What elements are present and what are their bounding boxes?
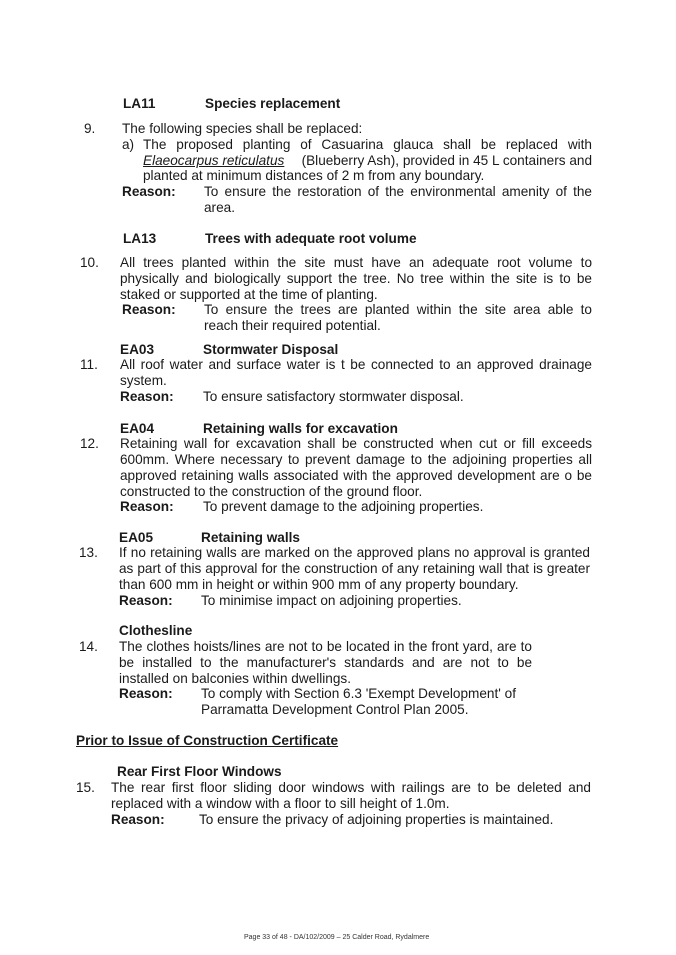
condition-body-line: Retaining wall for excavation shall be constructed when cut or fill exceeds [120,436,592,451]
condition-body-line: as part of this approval for the construction of any retaining wall that is greater [119,561,590,576]
reason-label: Reason: [111,812,165,827]
condition-body-line: than 600 mm in height or within 900 mm of any property boundary. [119,577,519,592]
sub-item-prefix: a) [122,137,135,152]
condition-body-line: All roof water and surface water is t be connected to an approved drainage [120,357,592,372]
condition-number: 11. [80,357,98,372]
reason-label: Reason: [119,593,173,608]
reason-label: Reason: [119,686,173,701]
condition-title: Retaining walls [201,530,300,545]
reason-line: To ensure satisfactory stormwater disposal. [203,389,464,404]
reason-line: area. [204,200,235,215]
reason-line: reach their required potential. [204,318,381,333]
section-heading: Prior to Issue of Construction Certificate [76,733,339,748]
condition-number: 10. [80,255,99,270]
condition-code: EA05 [119,530,154,545]
sub-item-line: The proposed planting of Casuarina glauca shall be replaced with [143,137,592,152]
condition-number: 12. [80,436,99,451]
condition-code: LA11 [123,96,156,111]
condition-body-line: If no retaining walls are marked on the approved plans no approval is granted [119,545,590,560]
condition-body-line: 600mm. Where necessary to prevent damage to the adjoining properties all [120,452,592,467]
condition-body-line: The rear first floor sliding door windows with railings are to be deleted and [111,780,591,795]
condition-title: Species replacement [205,96,341,111]
condition-title: Rear First Floor Windows [117,764,282,779]
reason-label: Reason: [120,499,174,514]
condition-code: EA04 [120,421,155,436]
page-footer: Page 33 of 48 - DA/102/2009 – 25 Calder Road, Rydalmere [244,934,430,941]
condition-number: 15. [76,780,95,795]
condition-number: 9. [84,121,96,136]
reason-label: Reason: [122,184,176,199]
condition-body-line: physically and biologically support the tree. No tree within the site is to be [120,271,592,286]
condition-body-line: replaced with a window with a floor to sill height of 1.0m. [111,796,450,811]
condition-body-line: be installed to the manufacturer's standards and are not to be [119,655,532,670]
reason-label: Reason: [120,389,174,404]
condition-body-line: staked or supported at the time of planting. [120,287,378,302]
condition-title: Stormwater Disposal [203,342,339,357]
sub-item-line [143,153,592,168]
condition-number: 13. [79,545,98,560]
condition-code: EA03 [120,342,155,357]
reason-line: To ensure the trees are planted within the site area able to [204,302,592,317]
reason-line: To prevent damage to the adjoining properties. [203,499,484,514]
condition-title: Retaining walls for excavation [203,421,398,436]
condition-number: 14. [79,639,98,654]
condition-body-line: installed on balconies within dwellings. [119,671,351,686]
sub-item-line: planted at minimum distances of 2 m from any boundary. [143,168,485,183]
condition-body-line: system. [120,373,167,388]
condition-body-line: All trees planted within the site must have an adequate root volume to [120,255,592,270]
reason-line: Parramatta Development Control Plan 2005. [201,702,469,717]
condition-title: Trees with adequate root volume [205,231,417,246]
reason-line: To ensure the restoration of the environmental amenity of the [204,184,592,199]
sub-item-text: (Blueberry Ash), provided in 45 L containers and [301,153,592,168]
reason-label: Reason: [122,302,176,317]
condition-body-line: approved retaining walls associated with the approved development are o be [120,468,592,483]
condition-body-line: constructed to the construction of the ground floor. [120,484,423,499]
reason-line: To ensure the privacy of adjoining properties is maintained. [199,812,554,827]
condition-body-line: The clothes hoists/lines are not to be located in the front yard, are to [119,639,532,654]
condition-title: Clothesline [119,623,193,638]
condition-code: LA13 [123,231,157,246]
reason-line: To minimise impact on adjoining properties. [201,593,462,608]
species-name: Elaeocarpus reticulatus [143,153,285,168]
condition-body-line: The following species shall be replaced: [122,121,363,136]
reason-line: To comply with Section 6.3 'Exempt Development' of [201,686,516,701]
